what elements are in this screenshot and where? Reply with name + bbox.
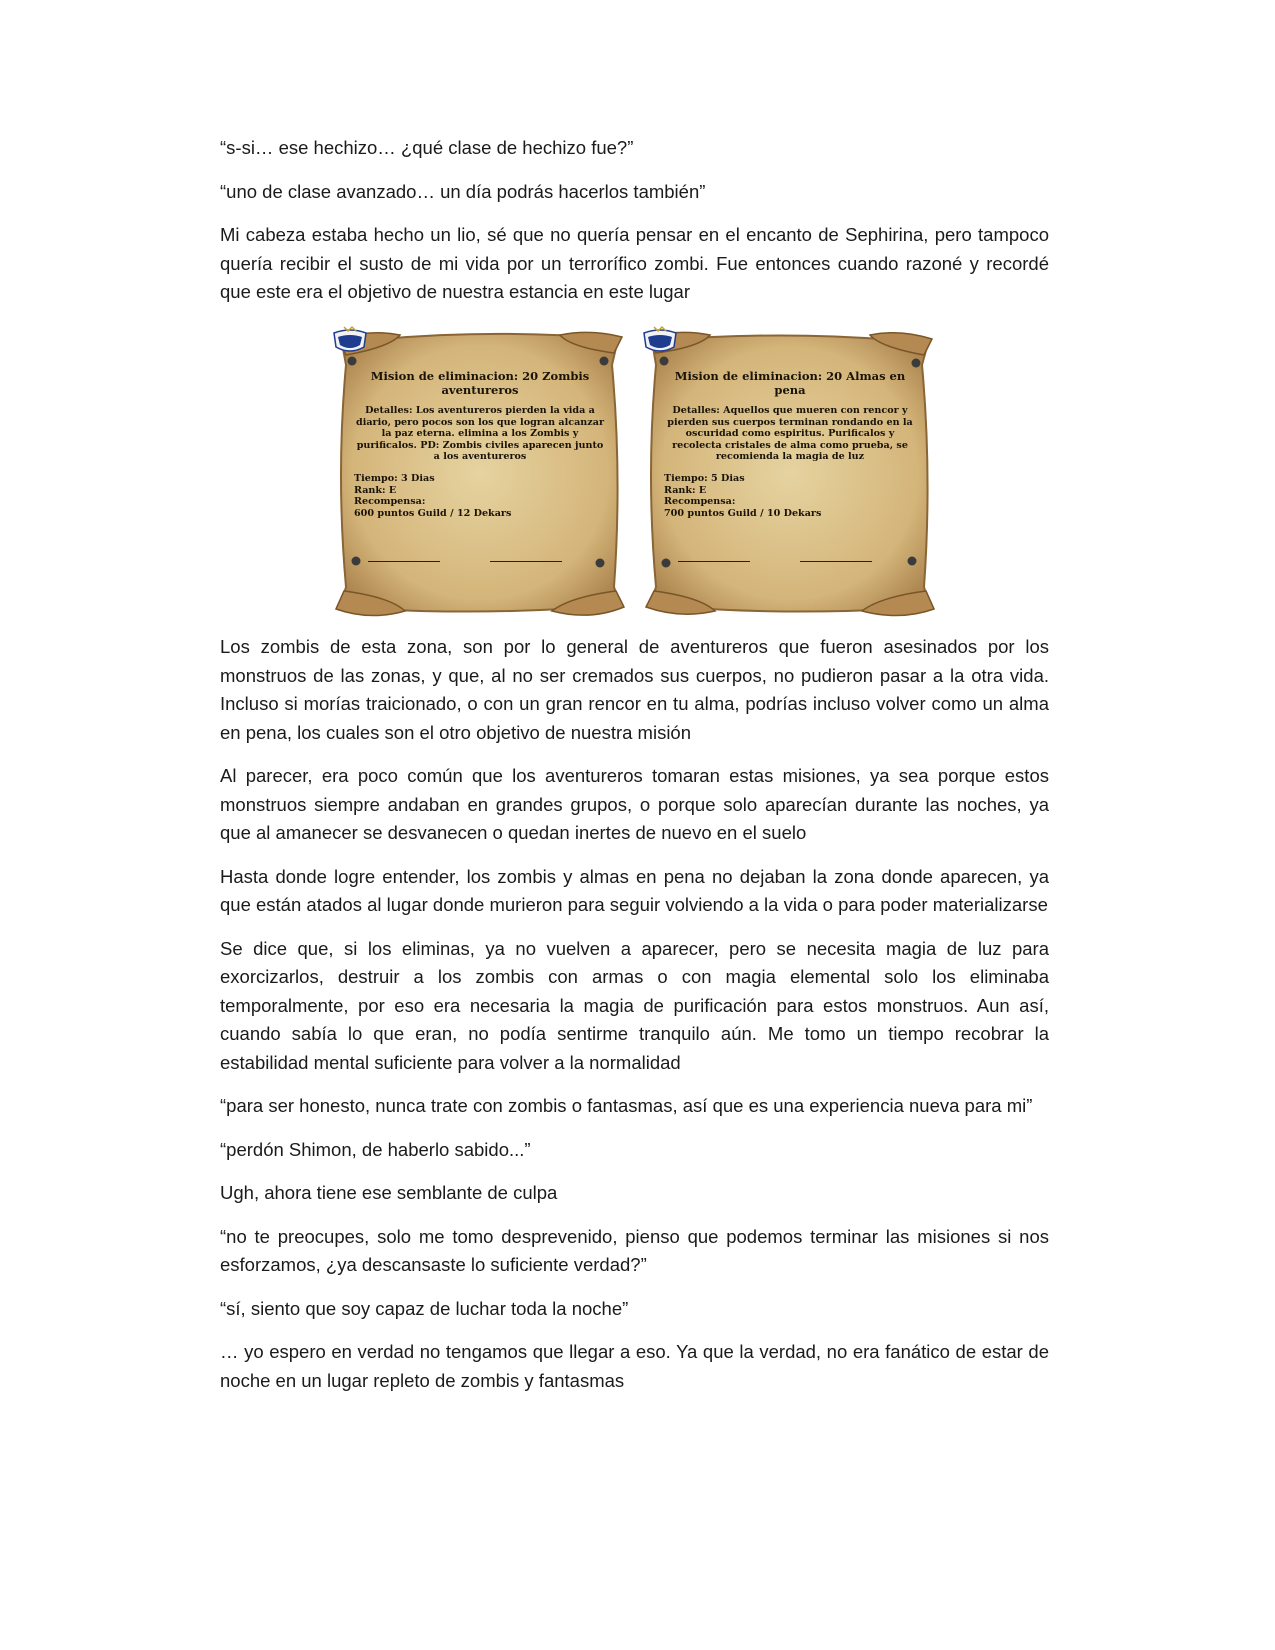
quest-scroll-souls <box>640 325 940 620</box>
paragraph: “uno de clase avanzado… un día podrás hacerlos también” <box>220 180 706 202</box>
paragraph: Los zombis de esta zona, son por lo general de aventureros que fueron asesinados por los monstruos de las zonas, y que, al no ser cremados sus cuerpos, no pudieron pasar a la otra vida. Incluso si morías traicionado, o con un gran rencor en tu alma, podrías incluso volver como un alma en pena, los cuales son el otro objetivo de nuestra misión <box>220 636 1049 743</box>
scroll-recompensa-label: Recompensa: <box>664 496 736 507</box>
paragraph: “para ser honesto, nunca trate con zombis o fantasmas, así que es una experiencia nueva para mi” <box>220 1095 1033 1116</box>
scroll-tiempo: Tiempo: 3 Dias <box>354 473 435 484</box>
signature-line <box>368 561 440 562</box>
paragraph: … yo espero en verdad no tengamos que llegar a eso. Ya que la verdad, no era fanático de estar de noche en un lugar repleto de zombis y fantasmas <box>220 1341 1049 1391</box>
signature-line <box>678 561 750 562</box>
text-block-top <box>220 134 1049 307</box>
scroll-details: Detalles: Aquellos que mueren con rencor y pierden sus cuerpos terminan rondando en la oscuridad como espiritus. Purificalos y recolecta cristales de alma como prueba, se recomienda la magia de luz <box>667 405 913 462</box>
text-block-bottom <box>220 633 1049 1395</box>
paragraph: “no te preocupes, solo me tomo desprevenido, pienso que podemos terminar las misiones si nos esforzamos, ¿ya descansaste lo suficiente verdad?” <box>220 1225 1049 1275</box>
paragraph: “s-si… ese hechizo… ¿qué clase de hechizo fue?” <box>220 137 634 158</box>
paragraph: Se dice que, si los eliminas, ya no vuelven a aparecer, pero se necesita magia de luz para exorcizarlos, destruir a los zombis con armas o con magia elemental solo los eliminaba temporalmente, por eso era necesaria la magia de purificación para estos monstruos. Aun así, cuando sabía lo que eran, no podía sentirme tranquilo aún. Me tomo un tiempo recobrar la estabilidad mental suficiente para volver a la normalidad <box>220 937 1049 1073</box>
scroll-meta <box>354 473 604 519</box>
quest-scroll-zombies <box>330 325 630 620</box>
scroll-recompensa: 700 puntos Guild / 10 Dekars <box>664 507 822 519</box>
paragraph: Ugh, ahora tiene ese semblante de culpa <box>220 1182 558 1203</box>
paragraph: “sí, siento que soy capaz de luchar toda la noche” <box>220 1297 629 1319</box>
paragraph: Al parecer, era poco común que los aventureros tomaran estas misiones, ya sea porque estos monstruos siempre andaban en grandes grupos, o porque solo aparecían durante las noches, ya que al amanecer se desvanecen o quedan inertes de nuevo en el suelo <box>220 765 1049 843</box>
guild-crest-icon <box>640 325 680 357</box>
paragraph: Mi cabeza estaba hecho un lio, sé que no quería pensar en el encanto de Sephirina, pero tampoco quería recibir el susto de mi vida por un terrorífico zombi. Fue entonces cuando razoné y recordé que este era el objetivo de nuestra estancia en este lugar <box>220 224 1049 302</box>
scroll-recompensa-label: Recompensa: <box>354 496 426 507</box>
scroll-recompensa: 600 puntos Guild / 12 Dekars <box>354 507 512 519</box>
scroll-meta <box>664 473 914 519</box>
scroll-rank: Rank: E <box>664 484 707 496</box>
scroll-tiempo: Tiempo: 5 Dias <box>664 473 745 484</box>
scroll-title: Mision de eliminacion: 20 Zombis aventureros <box>370 369 590 397</box>
scroll-details: Detalles: Los aventureros pierden la vida a diario, pero pocos son los que logran alcanzar la paz eterna. elimina a los Zombis y purificalos. PD: Zombis civiles aparecen junto a los aventureros <box>355 405 605 462</box>
guild-crest-icon <box>330 325 370 357</box>
paragraph: “perdón Shimon, de haberlo sabido...” <box>220 1138 531 1160</box>
paragraph: Hasta donde logre entender, los zombis y almas en pena no dejaban la zona donde aparecen, ya que están atados al lugar donde murieron para seguir volviendo a la vida o para poder materializarse <box>220 865 1049 915</box>
signature-line <box>800 561 872 562</box>
scroll-title: Mision de eliminacion: 20 Almas en pena <box>674 369 906 397</box>
quest-scrolls-illustration <box>330 325 942 620</box>
signature-line <box>490 561 562 562</box>
scroll-rank: Rank: E <box>354 484 397 496</box>
